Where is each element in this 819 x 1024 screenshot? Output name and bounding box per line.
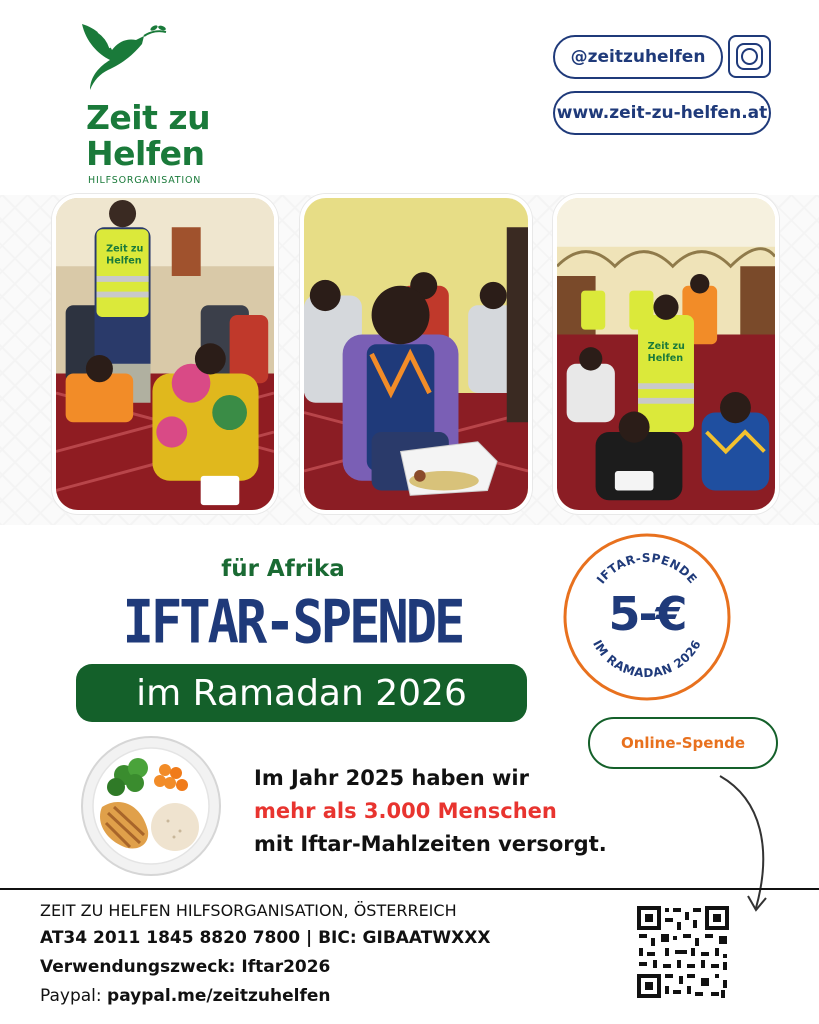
ramadan-banner: im Ramadan 2026 [76,664,527,722]
photo-mosque-hall [553,194,779,514]
photo-volunteer-serving [52,194,278,514]
svg-text:IM RAMADAN 2026 [590,637,704,680]
photo-boy-eating [300,194,532,514]
impact-highlight: mehr als 3.000 Menschen [254,799,557,823]
impact-line-1: Im Jahr 2025 haben wir [254,766,529,790]
qr-code[interactable] [635,904,731,1000]
iban-bic: AT34 2011 1845 8820 7800 | BIC: GIBAATWXXX [40,928,491,948]
logo [78,20,238,186]
svg-text:Zeit zu: Zeit zu [647,341,685,353]
instagram-icon-lens [741,48,758,65]
seal-top-text: IFTAR-SPENDE [593,550,700,587]
payment-reference: Verwendungszweck: Iftar2026 [40,957,331,977]
paypal-link[interactable]: paypal.me/zeitzuhelfen [107,986,331,1006]
paypal-label: Paypal: [40,986,102,1006]
logo-subtitle: HILFSORGANISATION [88,175,202,186]
impact-statement [254,762,607,861]
logo-text-line1: Zeit zu [86,98,211,137]
bank-details [40,898,490,1011]
online-donate-button[interactable]: Online-Spende [588,717,778,769]
instagram-icon[interactable] [728,35,771,78]
arrow-icon [712,770,792,920]
logo-text-line2: Helfen [86,134,205,173]
svg-text:Zeit zu: Zeit zu [106,243,144,255]
svg-text:Helfen: Helfen [106,255,142,267]
price-seal [562,532,732,702]
price-amount: 5-€ [608,587,686,641]
instagram-handle-link[interactable]: @zeitzuhelfen [553,35,723,79]
dove-icon [78,20,178,100]
region-subtitle: für Afrika [221,556,345,582]
organization-name: ZEIT ZU HELFEN HILFSORGANISATION, ÖSTERREICH [40,901,457,920]
seal-bottom-text: IM RAMADAN 2026 [590,637,704,681]
svg-text:IFTAR-SPENDE [594,551,700,587]
meal-plate-icon [80,735,222,877]
website-link[interactable]: www.zeit-zu-helfen.at [553,91,771,135]
paypal-line [40,982,490,1011]
page-title: IFTAR-SPENDE [122,588,463,658]
svg-text:Helfen: Helfen [647,352,684,364]
impact-line-3: mit Iftar-Mahlzeiten versorgt. [254,832,607,856]
divider [0,888,819,890]
